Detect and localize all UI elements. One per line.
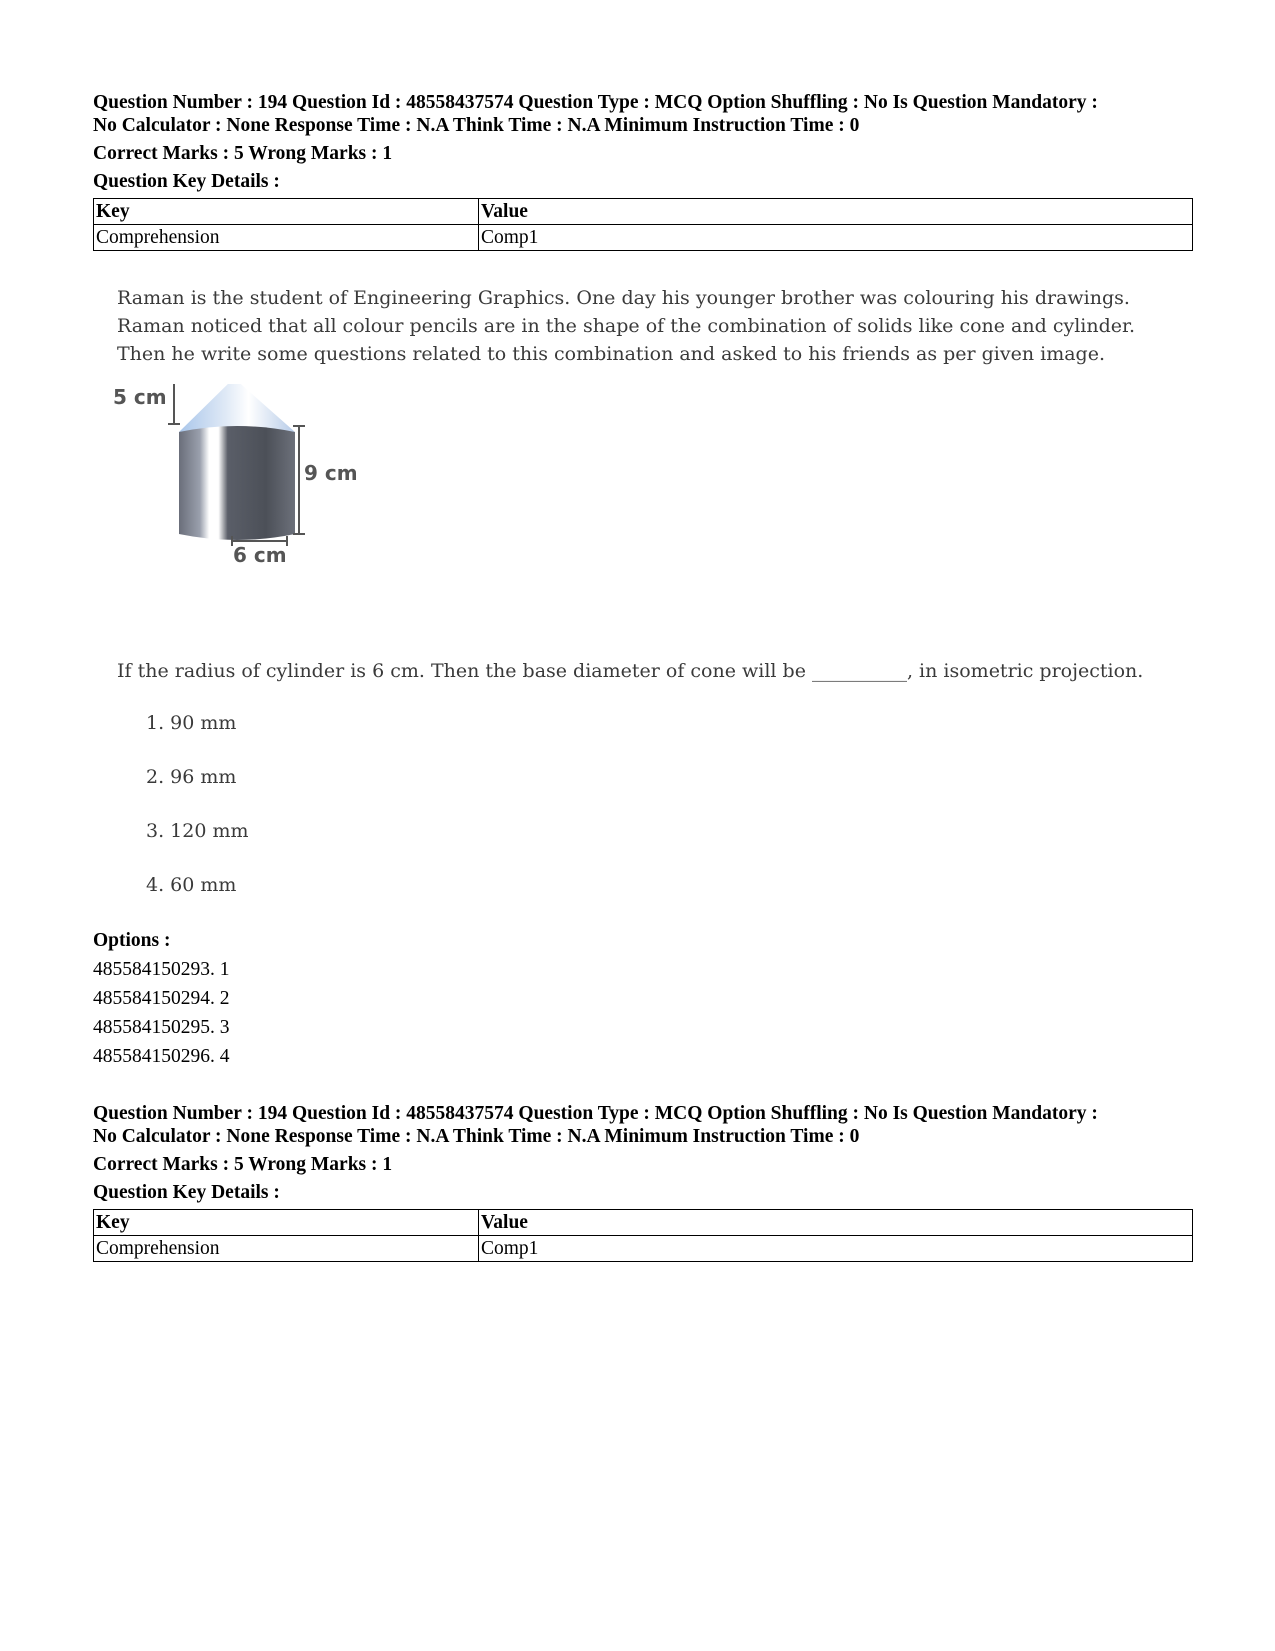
- choice-1: 1. 90 mm: [146, 712, 237, 734]
- pencil-figure-svg: [113, 384, 413, 584]
- meta-line-1: Question Number : 194 Question Id : 48558437574 Question Type : MCQ Option Shuffling : No Is Question Mandatory :: [93, 92, 1098, 113]
- question-key-table: [93, 198, 1193, 251]
- marks-line: Correct Marks : 5 Wrong Marks : 1: [93, 1154, 393, 1175]
- answer-choices: [146, 712, 249, 928]
- passage-line-3: Then he write some questions related to this combination and asked to his friends as per given image.: [117, 343, 1105, 365]
- row-value: Comp1: [479, 1236, 1193, 1262]
- passage-line-1: Raman is the student of Engineering Graphics. One day his younger brother was colouring his drawings.: [117, 287, 1130, 309]
- passage: [117, 284, 1177, 368]
- marks-line: Correct Marks : 5 Wrong Marks : 1: [93, 143, 393, 164]
- question-image: [93, 272, 1193, 912]
- options-list: [93, 926, 230, 1071]
- header-key: Key: [94, 1210, 479, 1236]
- table-row: [94, 225, 1193, 251]
- cylinder-shape: [179, 426, 295, 540]
- cone-height-label: 5 cm: [113, 385, 167, 409]
- cone-shape: [179, 384, 295, 432]
- meta-line-1: Question Number : 194 Question Id : 48558437574 Question Type : MCQ Option Shuffling : No Is Question Mandatory :: [93, 1103, 1098, 1124]
- table-header-row: [94, 199, 1193, 225]
- choice-3: 3. 120 mm: [146, 820, 249, 842]
- table-row: [94, 1236, 1193, 1262]
- row-value: Comp1: [479, 225, 1193, 251]
- choice-2: 2. 96 mm: [146, 766, 237, 788]
- header-key: Key: [94, 199, 479, 225]
- meta-line-2: No Calculator : None Response Time : N.A Think Time : N.A Minimum Instruction Time : 0: [93, 115, 860, 136]
- option-item: 485584150294. 2: [93, 988, 230, 1009]
- question-meta-block-1: [93, 91, 1193, 251]
- pencil-figure: [113, 384, 413, 584]
- option-item: 485584150293. 1: [93, 959, 230, 980]
- question-text: If the radius of cylinder is 6 cm. Then the base diameter of cone will be __________, in isometric projection.: [117, 660, 1144, 682]
- header-value: Value: [479, 199, 1193, 225]
- key-details-title: Question Key Details :: [93, 1182, 280, 1203]
- choice-4: 4. 60 mm: [146, 874, 237, 896]
- question-key-table: [93, 1209, 1193, 1262]
- meta-line-2: No Calculator : None Response Time : N.A Think Time : N.A Minimum Instruction Time : 0: [93, 1126, 860, 1147]
- table-header-row: [94, 1210, 1193, 1236]
- question-meta-block-2: [93, 1102, 1193, 1262]
- header-value: Value: [479, 1210, 1193, 1236]
- options-title: Options :: [93, 930, 171, 951]
- key-details-title: Question Key Details :: [93, 171, 280, 192]
- width-label: 6 cm: [233, 543, 287, 567]
- option-item: 485584150296. 4: [93, 1046, 230, 1067]
- cylinder-height-label: 9 cm: [304, 461, 358, 485]
- row-key: Comprehension: [94, 225, 479, 251]
- row-key: Comprehension: [94, 1236, 479, 1262]
- option-item: 485584150295. 3: [93, 1017, 230, 1038]
- passage-line-2: Raman noticed that all colour pencils are in the shape of the combination of solids like cone and cylinder.: [117, 315, 1136, 337]
